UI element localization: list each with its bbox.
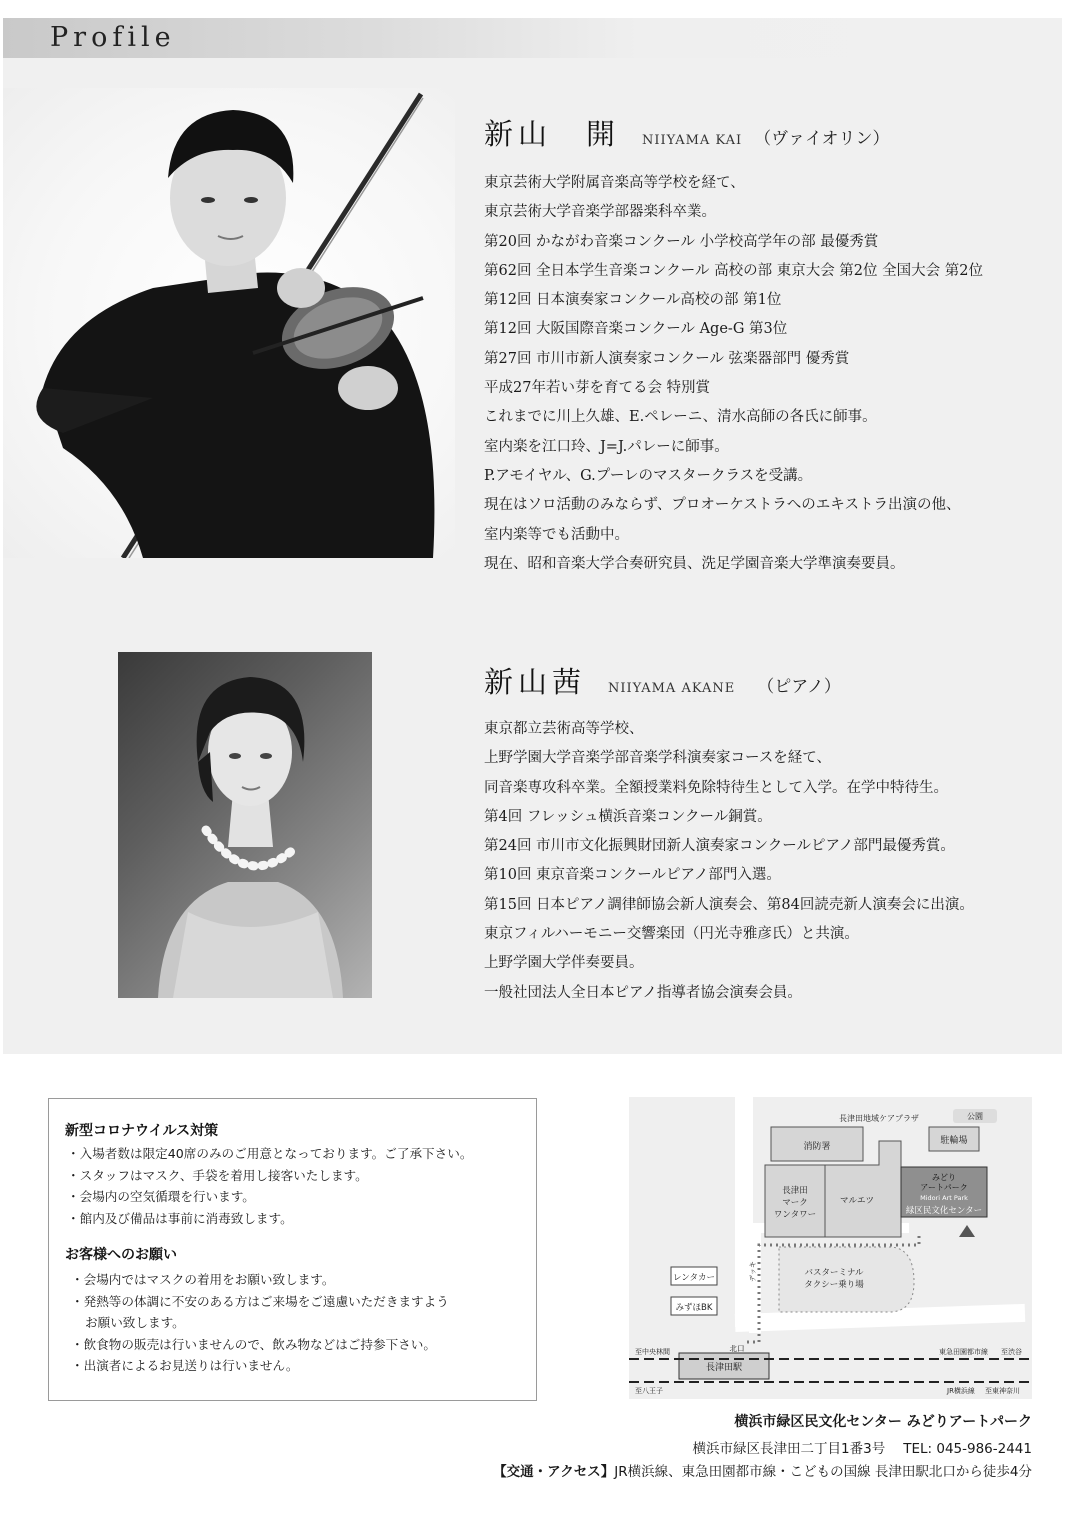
- bio-line: 東京芸術大学音楽学部器楽科卒業。: [484, 204, 716, 221]
- request-list: [65, 1269, 536, 1377]
- bio-line: 現在はソロ活動のみならず、プロオーケストラへのエキストラ出演の他、: [484, 497, 961, 514]
- kai-instrument: （ヴァイオリン）: [754, 129, 890, 149]
- map-label-culture-center: 緑区民文化センター: [905, 1206, 983, 1216]
- bio-line: 上野学園大学音楽学部音楽学科演奏家コースを経て、: [484, 750, 831, 767]
- venue-name: 横浜市緑区民文化センター みどりアートパーク: [734, 1414, 1032, 1430]
- bio-line: 第15回 日本ピアノ調律師協会新人演奏会、第84回読売新人演奏会に出演。: [484, 896, 974, 913]
- akane-instrument: （ピアノ）: [757, 677, 841, 697]
- bio-line: 第4回 フレッシュ横浜音楽コンクール銅賞。: [484, 808, 772, 825]
- map-label-mizuho: みずほBK: [675, 1303, 713, 1313]
- venue-access-label: 【交通・アクセス】: [493, 1464, 615, 1480]
- map-label-jr-yokohama: JR横浜線: [947, 1387, 975, 1395]
- map-label-rent-a-car: レンタカー: [673, 1273, 715, 1283]
- akane-bio: [484, 660, 974, 1008]
- akane-name-row: [484, 660, 974, 701]
- map-label-park: 公園: [967, 1112, 983, 1121]
- map-label-fire-station: 消防署: [803, 1142, 831, 1152]
- map-label-tower-1: 長津田: [782, 1186, 808, 1196]
- map-label-maruetsu: マルエツ: [839, 1196, 875, 1206]
- kai-name-roman: NIIYAMA KAI: [642, 133, 743, 148]
- covid-list: [65, 1143, 536, 1229]
- bio-line: 第12回 大阪国際音楽コンクール Age-G 第3位: [484, 321, 788, 338]
- bio-line: P.アモイヤル、G.プーレのマスタークラスを受講。: [484, 467, 813, 484]
- request-item-text: ・発熱等の体調に不安のある方はご来場をご遠慮いただきますよう: [71, 1293, 449, 1309]
- bio-line: 上野学園大学伴奏要員。: [484, 955, 644, 972]
- covid-heading: 新型コロナウイルス対策: [65, 1123, 219, 1139]
- bio-line: 一般社団法人全日本ピアノ指導者協会演奏会員。: [484, 984, 802, 1001]
- request-item: ・出演者によるお見送りは行いません。: [71, 1358, 299, 1373]
- map-label-to-hachioji: 至八王子: [635, 1387, 663, 1395]
- bio-line: 第12回 日本演奏家コンクール高校の部 第1位: [484, 292, 782, 309]
- request-item: [65, 1291, 536, 1334]
- kai-bio-lines: [484, 169, 983, 579]
- notice-box: [48, 1098, 537, 1401]
- access-map-art: [629, 1097, 1032, 1399]
- request-item: ・会場内ではマスクの着用をお願い致します。: [71, 1272, 335, 1287]
- map-label-to-shibuya: 至渋谷: [1001, 1348, 1022, 1356]
- request-item: ・飲食物の販売は行いませんので、飲み物などはご持参下さい。: [71, 1336, 436, 1352]
- bio-line: 第24回 市川市文化振興財団新人演奏家コンクールピアノ部門最優秀賞。: [484, 838, 955, 855]
- violinist-photo: [3, 88, 455, 558]
- bio-line: 現在、昭和音楽大学合奏研究員、洗足学園音楽大学準演奏要員。: [484, 555, 905, 572]
- kai-bio: [484, 112, 983, 579]
- map-label-to-chuorinkan: 至中央林間: [635, 1348, 670, 1356]
- bio-line: 同音楽専攻科卒業。全額授業料免除特待生として入学。在学中特待生。: [484, 779, 948, 796]
- map-label-midori-2: アートパーク: [920, 1183, 968, 1192]
- access-map: [629, 1097, 1032, 1399]
- bio-line: 第20回 かながわ音楽コンクール 小学校高学年の部 最優秀賞: [484, 233, 879, 250]
- bio-line: 室内楽を江口玲、J=J.パレーに師事。: [484, 438, 729, 455]
- request-item-continuation: お願い致します。: [85, 1315, 185, 1330]
- map-label-midori-1: みどり: [932, 1173, 956, 1182]
- map-label-denentoshi: 東急田園都市線: [939, 1348, 988, 1356]
- profile-title: Profile: [50, 22, 176, 53]
- map-label-station: 長津田駅: [705, 1363, 743, 1373]
- map-label-bus-1: バスターミナル: [804, 1268, 864, 1278]
- map-label-deck: デッキ: [749, 1261, 757, 1282]
- map-label-tower-3: ワンタワー: [773, 1210, 817, 1220]
- pianist-photo: [118, 652, 372, 998]
- venue-access-row: [493, 1460, 1032, 1480]
- akane-bio-lines: [484, 715, 974, 1008]
- venue-address: 横浜市緑区長津田二丁目1番3号: [692, 1441, 886, 1457]
- covid-item: ・館内及び備品は事前に消毒致します。: [67, 1210, 293, 1226]
- akane-name: 新山茜: [484, 665, 587, 699]
- violinist-photo-art: [3, 88, 455, 558]
- kai-name-row: [484, 112, 983, 153]
- covid-item: ・スタッフはマスク、手袋を着用し接客いたします。: [67, 1167, 368, 1183]
- bio-line: 東京芸術大学附属音楽高等学校を経て、: [484, 175, 745, 191]
- map-label-care-plaza: 長津田地域ケアプラザ: [839, 1114, 919, 1123]
- pianist-photo-art: [118, 652, 372, 998]
- venue-access-text: JR横浜線、東急田園都市線・こどもの国線 長津田駅北口から徒歩4分: [614, 1464, 1032, 1480]
- map-label-tower-2: マーク: [782, 1198, 808, 1208]
- bio-line: 室内楽等でも活動中。: [484, 526, 629, 543]
- map-label-parking: 駐輪場: [940, 1136, 968, 1146]
- bio-line: 第62回 全日本学生音楽コンクール 高校の部 東京大会 第2位 全国大会 第2位: [484, 262, 983, 279]
- map-label-north-exit: 北口: [729, 1344, 745, 1353]
- covid-item: ・入場者数は限定40席のみのご用意となっております。ご了承下さい。: [67, 1146, 473, 1161]
- akane-name-roman: NIIYAMA AKANE: [608, 681, 736, 696]
- map-label-to-higashikanagawa: 至東神奈川: [985, 1387, 1020, 1395]
- venue-address-row: [693, 1437, 1032, 1457]
- bio-line: 東京都立芸術高等学校、: [484, 721, 644, 737]
- map-label-midori-en: Midori Art Park: [920, 1194, 968, 1202]
- request-heading: お客様へのお願い: [65, 1247, 177, 1263]
- bio-line: 第27回 市川市新人演奏家コンクール 弦楽器部門 優秀賞: [484, 350, 850, 367]
- venue-tel: TEL: 045-986-2441: [903, 1441, 1032, 1457]
- covid-item: ・会場内の空気循環を行います。: [67, 1189, 255, 1204]
- bio-line: 東京フィルハーモニー交響楽団（円光寺雅彦氏）と共演。: [484, 926, 859, 943]
- bio-line: 第10回 東京音楽コンクールピアノ部門入選。: [484, 867, 781, 884]
- map-label-bus-2: タクシー乗り場: [804, 1280, 864, 1290]
- bio-line: 平成27年若い芽を育てる会 特別賞: [484, 380, 711, 397]
- bio-line: これまでに川上久雄、E.ペレーニ、清水高師の各氏に師事。: [484, 409, 877, 426]
- kai-name: 新山 開: [484, 117, 621, 151]
